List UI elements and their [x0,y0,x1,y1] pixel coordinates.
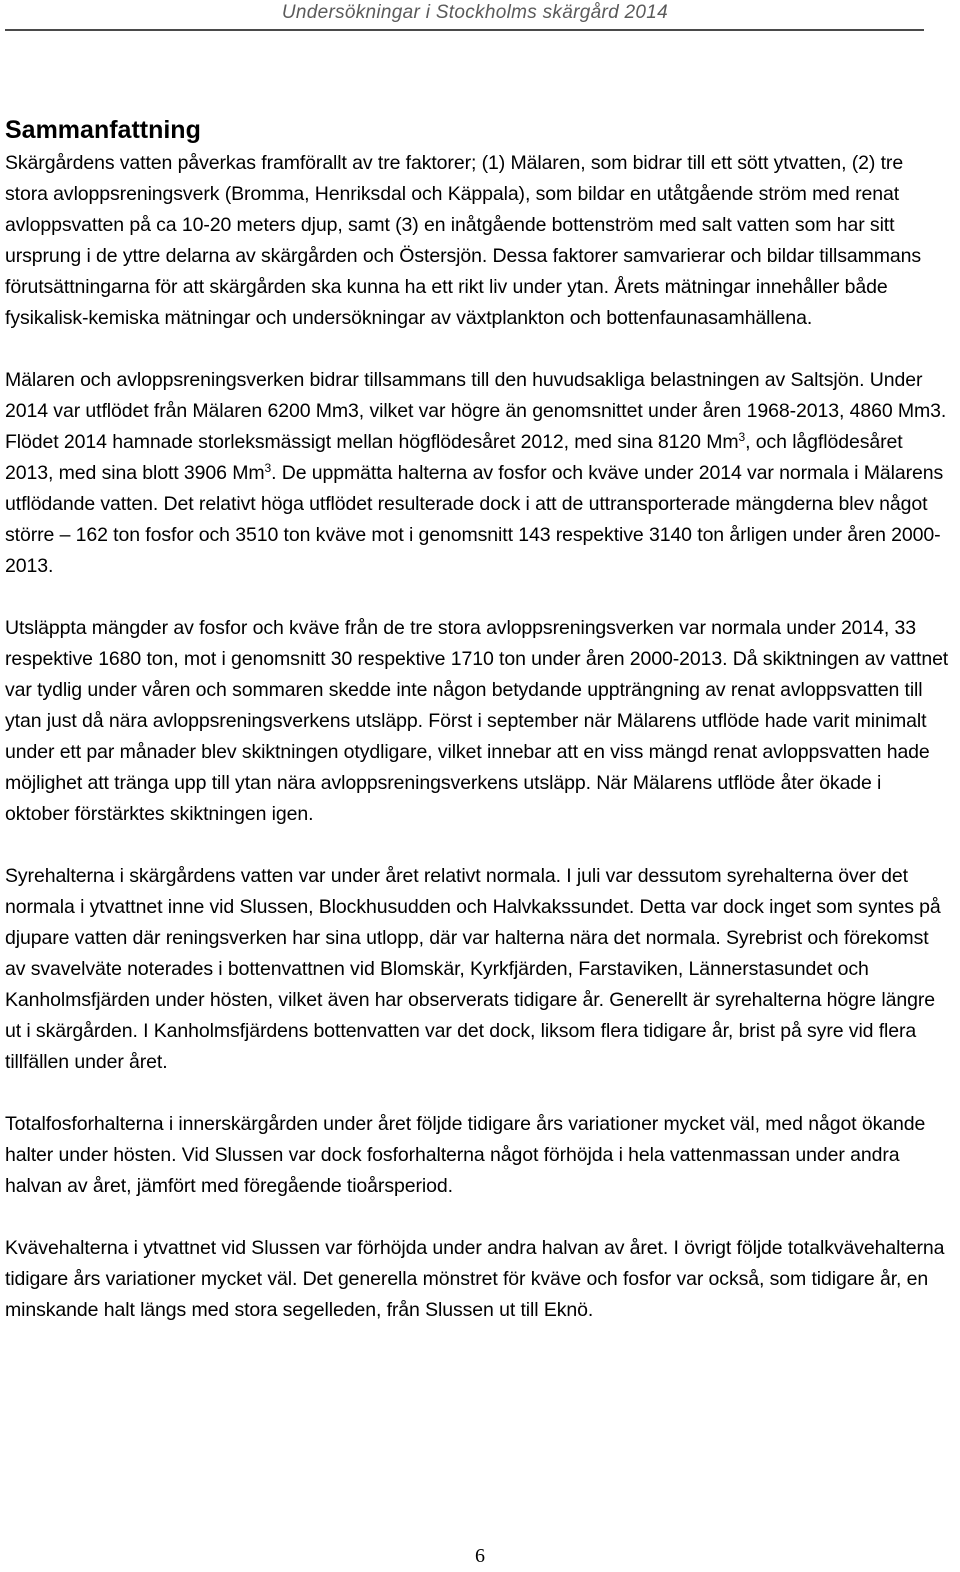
paragraph-malaren-part2: , och lågflödesåret 2013, med sina blott 3906 Mm [5,431,903,484]
page-number: 6 [475,1545,485,1567]
paragraph-malaren-part3: . De uppmätta halterna av fosfor och kväve under 2014 var normala i Mälarens utflödande vatten. Det relativt höga utflödet resulterade dock i att de uttransporterade mängderna blev något större – 162 ton fosfor och 3510 ton kväve mot i genomsnitt 143 respektive 3140 ton årligen under åren 2000-2013. [5,462,944,577]
running-header: Undersökningar i Stockholms skärgård 2014 [281,2,668,23]
paragraph-phosphorus: Totalfosforhalterna i innerskärgården under året följde tidigare års variationer mycket väl, med något ökande halter under hösten. Vid Slussen var dock fosforhalterna något förhöjda i hela vattenmassan under andra halvan av året, jämfört med föregående tioårsperiod. [5,1113,926,1197]
superscript-3: 3 [264,460,272,475]
header-rule [5,29,924,31]
superscript-3: 3 [738,429,746,444]
paragraph-emissions: Utsläppta mängder av fosfor och kväve från de tre stora avloppsreningsverken var normala under 2014, 33 respektive 1680 ton, mot i genomsnitt 30 respektive 1710 ton under åren 2000-2013. Då skiktningen av vattnet var tydlig under våren och sommaren skedde inte någon betydande uppträngning av renat avloppsvatten till ytan just då nära avloppsreningsverkens utsläpp. Först i september när Mälarens utflöde hade varit minimalt under ett par månader blev skiktningen otydligare, vilket innebar att en viss mängd renat avloppsvatten hade möjlighet att tränga upp till ytan nära avloppsreningsverkens utsläpp. När Mälarens utflöde åter ökade i oktober förstärktes skiktningen igen. [5,617,949,825]
paragraph-nitrogen: Kvävehalterna i ytvattnet vid Slussen var förhöjda under andra halvan av året. I övrigt följde totalkvävehalterna tidigare års variationer mycket väl. Det generella mönstret för kväve och fosfor var också, som tidigare år, en minskande halt längs med stora segelleden, från Slussen ut till Eknö. [5,1237,945,1321]
paragraph-influences: Skärgårdens vatten påverkas framförallt av tre faktorer; (1) Mälaren, som bidrar till ett sött ytvatten, (2) tre stora avloppsreningsverk (Bromma, Henriksdal och Käppala), som bildar en utåtgående ström med renat avloppsvatten på ca 10-20 meters djup, samt (3) en inåtgående bottenström med salt vatten som har sitt ursprung i de yttre delarna av skärgården och Östersjön. Dessa faktorer samvarierar och bildar tillsammans förutsättningarna för att skärgården ska kunna ha ett rikt liv under ytan. Årets mätningar innehåller både fysikalisk-kemiska mätningar och undersökningar av växtplankton och bottenfaunasamhällena. [5,152,922,329]
summary-body [5,148,950,1357]
paragraph-oxygen: Syrehalterna i skärgårdens vatten var under året relativt normala. I juli var dessutom syrehalterna över det normala i ytvattnet inne vid Slussen, Blockhusudden och Halvkakssundet. Detta var dock inget som syntes på djupare vatten där reningsverken har sina utlopp, där var halterna nära det normala. Syrebrist och förekomst av svavelväte noterades i bottenvattnen vid Blomskär, Kyrkfjärden, Farstaviken, Lännerstasundet och Kanholmsfjärden under hösten, vilket även har observerats tidigare år. Generellt är syrehalterna högre längre ut i skärgården. I Kanholmsfjärdens bottenvatten var det dock, liksom flera tidigare år, brist på syre vid flera tillfällen under året. [5,865,941,1073]
paragraph-malaren-part1: Mälaren och avloppsreningsverken bidrar tillsammans till den huvudsakliga belastningen av Saltsjön. Under 2014 var utflödet från Mälaren 6200 Mm3, vilket var högre än genomsnittet under åren 1968-2013, 4860 Mm3. Flödet 2014 hamnade storleksmässigt mellan högflödesåret 2012, med sina 8120 Mm [5,369,947,453]
paragraph-malaren-outflow [5,365,950,582]
section-title: Sammanfattning [5,116,201,144]
